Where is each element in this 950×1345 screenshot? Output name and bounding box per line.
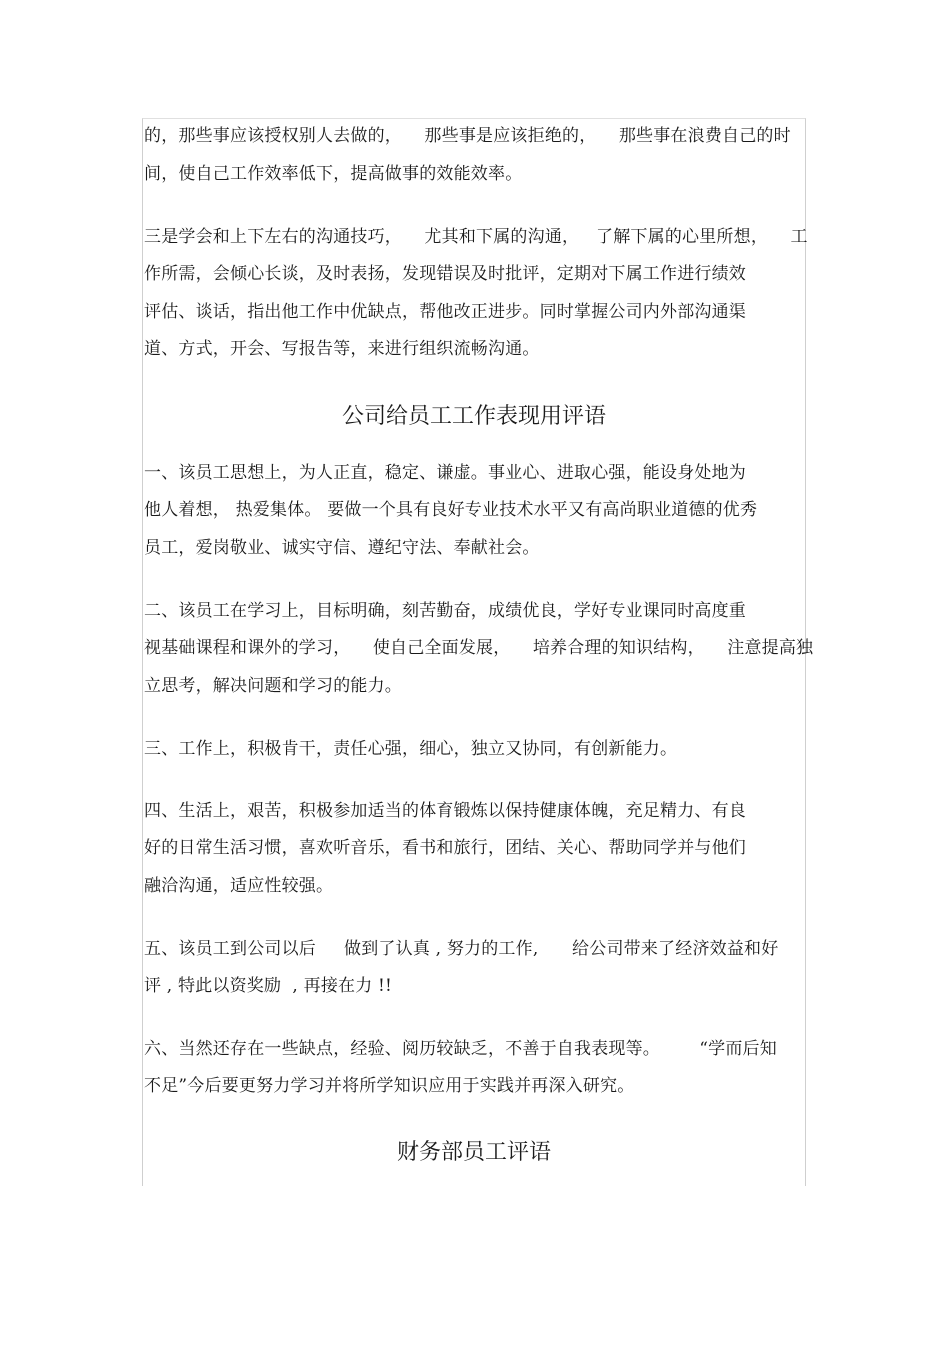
- text-line: 道、方式，开会、写报告等，来进行组织流畅沟通。: [144, 339, 540, 359]
- text-line: 立思考，解决问题和学习的能力。: [144, 676, 402, 696]
- text-line: 的，那些事应该授权别人去做的， 那些事是应该拒绝的， 那些事在浪费自己的时: [144, 126, 791, 146]
- text-line: 三是学会和上下左右的沟通技巧， 尤其和下属的沟通， 了解下属的心里所想， 工: [144, 227, 808, 247]
- text-line: 评估、谈话，指出他工作中优缺点，帮他改正进步。同时掌握公司内外部沟通渠: [144, 302, 746, 322]
- text-line: 五、该员工到公司以后 做到了认真 , 努力的工作, 给公司带来了经济效益和好: [144, 939, 779, 959]
- section-heading: 财务部员工评语: [396, 1140, 551, 1165]
- text-line: 好的日常生活习惯，喜欢听音乐，看书和旅行，团结、关心、帮助同学并与他们: [144, 838, 746, 858]
- text-line: 二、该员工在学习上，目标明确，刻苦勤奋，成绩优良，学好专业课同时高度重: [144, 601, 746, 621]
- text-line: 三、工作上，积极肯干，责任心强，细心，独立又协同，有创新能力。: [144, 739, 678, 759]
- section-heading: 公司给员工工作表现用评语: [341, 404, 606, 429]
- text-line: 一、该员工思想上，为人正直，稳定、谦虚。事业心、进取心强，能设身处地为: [144, 463, 746, 483]
- text-line: 融洽沟通，适应性较强。: [144, 876, 334, 896]
- text-line: 四、生活上，艰苦，积极参加适当的体育锻炼以保持健康体魄，充足精力、有良: [144, 801, 746, 821]
- text-line: 作所需，会倾心长谈，及时表扬，发现错误及时批评，定期对下属工作进行绩效: [144, 264, 746, 284]
- text-line: 员工，爱岗敬业、诚实守信、遵纪守法、奉献社会。: [144, 538, 540, 558]
- text-line: 不足”今后要更努力学习并将所学知识应用于实践并再深入研究。: [144, 1076, 635, 1096]
- text-line: 间，使自己工作效率低下，提高做事的效能效率。: [144, 164, 523, 184]
- text-line: 他人着想， 热爱集体。 要做一个具有良好专业技术水平又有高尚职业道德的优秀: [144, 500, 758, 520]
- text-line: 六、当然还存在一些缺点，经验、阅历较缺乏，不善于自我表现等。 “学而后知: [144, 1039, 777, 1059]
- text-line: 评 , 特此以资奖励 , 再接在力 !!: [144, 976, 393, 996]
- text-line: 视基础课程和课外的学习， 使自己全面发展， 培养合理的知识结构， 注意提高独: [144, 638, 814, 658]
